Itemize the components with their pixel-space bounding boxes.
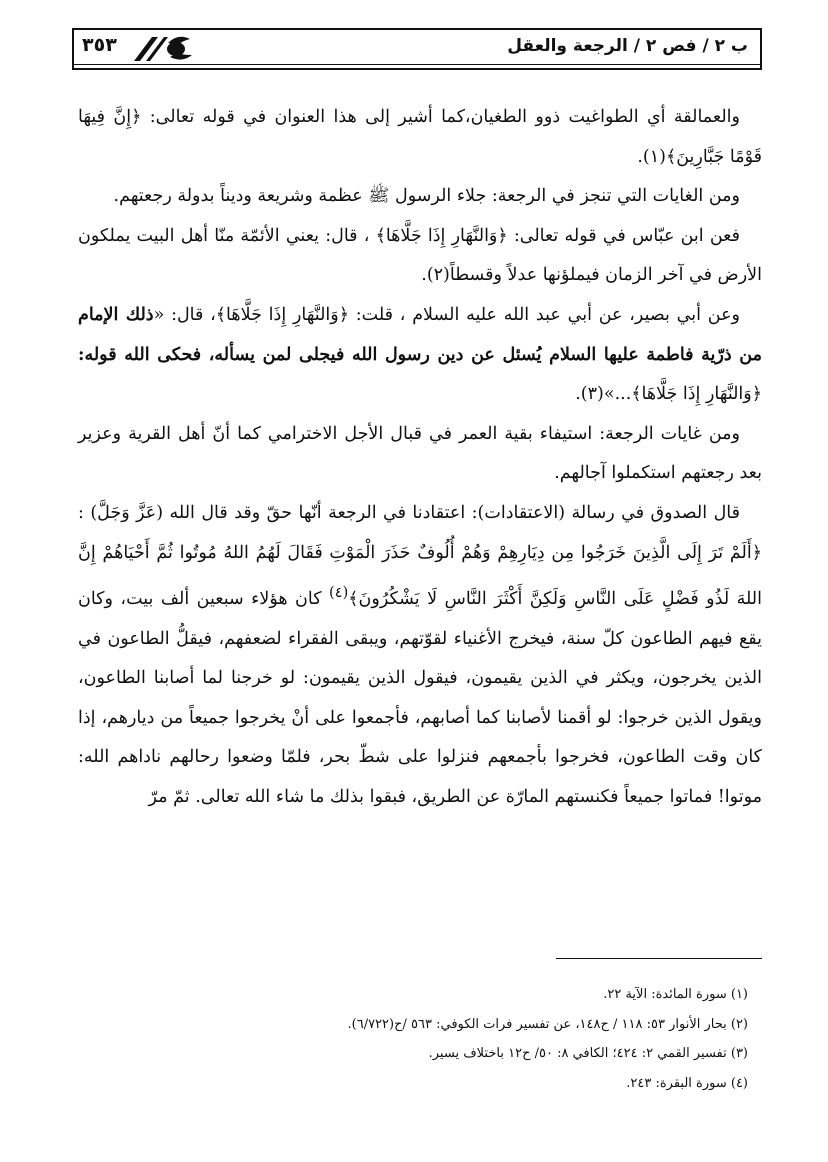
footnote-divider — [556, 958, 762, 959]
bold-hadith: ذلك الإمام من ذرّية فاطمة عليها السلام يُسئل عن دين رسول الله فيجلى لمن يسأله، فحكى الله قوله: — [78, 304, 762, 365]
paragraph — [78, 296, 762, 415]
footnote-ref: (٤) — [329, 584, 349, 602]
paragraph: فعن ابن عبّاس في قوله تعالى: ﴿وَالنَّهَارِ إِذَا جَلَّاهَا﴾ ، قال: يعني الأئمّة منّا أهل البيت يملكون الأرض في آخر الزمان فيملؤنها عدلاً وقسطاً(٢). — [78, 225, 762, 286]
footnote: (٢) بحار الأنوار ٥٣: ١١٨ / ح١٤٨، عن تفسير فرات الكوفي: ٥٦٣ /ح(٦/٧٢٢). — [347, 1016, 748, 1032]
ornament-icon — [132, 31, 196, 65]
footnote: (٣) تفسير القمي ٢: ٤٢٤؛ الكافي ٨: ٥٠/ ح١٢ باختلاف يسير. — [428, 1046, 748, 1061]
text-segment: وعن أبي بصير، عن أبي عبد الله عليه السلام ، قلت: ﴿وَالنَّهَارِ إِذَا جَلَّاهَا﴾، قال: « — [153, 304, 740, 325]
paragraph: والعمالقة أي الطواغيت ذوو الطغيان،كما أشير إلى هذا العنوان في قوله تعالى: ﴿إِنَّ فِيهَا قَوْمًا جَبَّارِينَ﴾(١). — [78, 107, 762, 167]
paragraph: ومن غايات الرجعة: استيفاء بقية العمر في قبال الأجل الاخترامي كما أنّ أهل القرية وعزير بعد رجعتهم استكملوا آجالهم. — [78, 423, 762, 484]
paragraph: ومن الغايات التي تنجز في الرجعة: جلاء الرسول ﷺ عظمة وشريعة وديناً بدولة رجعتهم. — [113, 186, 740, 207]
footnote: (٤) سورة البقرة: ٢٤٣. — [626, 1075, 748, 1091]
quran-verse: ﴿أَلَمْ تَرَ إِلَى الَّذِينَ خَرَجُوا مِن دِيَارِهِمْ وَهُمْ أُلُوفٌ حَذَرَ الْمَوْتِ فَقَالَ لَهُمُ اللهُ مُوتُوا ثُمَّ أَحْيَاهُمْ إِنَّ اللهَ لَذُو فَضْلٍ عَلَى النَّاسِ وَلَكِنَّ أَكْثَرَ النَّاسِ لَا يَشْكُرُونَ﴾ — [78, 542, 762, 609]
running-header — [72, 28, 762, 70]
text-segment: كان هؤلاء سبعين ألف بيت، وكان يقع فيهم الطاعون كلّ سنة، فيخرج الأغنياء لقوّتهم، ويبقى الفقراء لضعفهم، فيقلُّ الطاعون في الذين يخرجون، ويكثر في الذين يقيمون، فيقول الذين يقيمون: لو خرجنا لما أصابنا الطاعون، ويقول الذين خرجوا: لو أقمنا لأصابنا كما أصابهم، فأجمعوا على أنْ يخرجوا جميعاً من ديارهم، إذا كان وقت الطاعون، فخرجوا بأجمعهم فنزلوا على شطّ بحر، فلمّا وضعوا رحالهم ناداهم الله: موتوا! فماتوا جميعاً فكنستهم المارّة عن الطريق، فبقوا بذلك ما شاء الله تعالى. ثمّ مرّ — [78, 588, 762, 807]
text-segment: قال الصدوق في رسالة (الاعتقادات): اعتقادنا في الرجعة أنّها حقّ وقد قال الله (عَزَّ وَجَلَّ) : — [78, 502, 740, 523]
footnote: (١) سورة المائدة: الآية ٢٢. — [603, 987, 748, 1002]
text-segment: ﴿وَالنَّهَارِ إِذَا جَلَّاهَا﴾...»(٣). — [575, 384, 762, 405]
page-number: ٣٥٣ — [82, 34, 117, 56]
paragraph — [78, 494, 762, 818]
running-title: ب ٢ / فص ٢ / الرجعة والعقل — [507, 36, 748, 56]
main-text — [78, 98, 762, 818]
footnotes — [78, 980, 762, 1098]
